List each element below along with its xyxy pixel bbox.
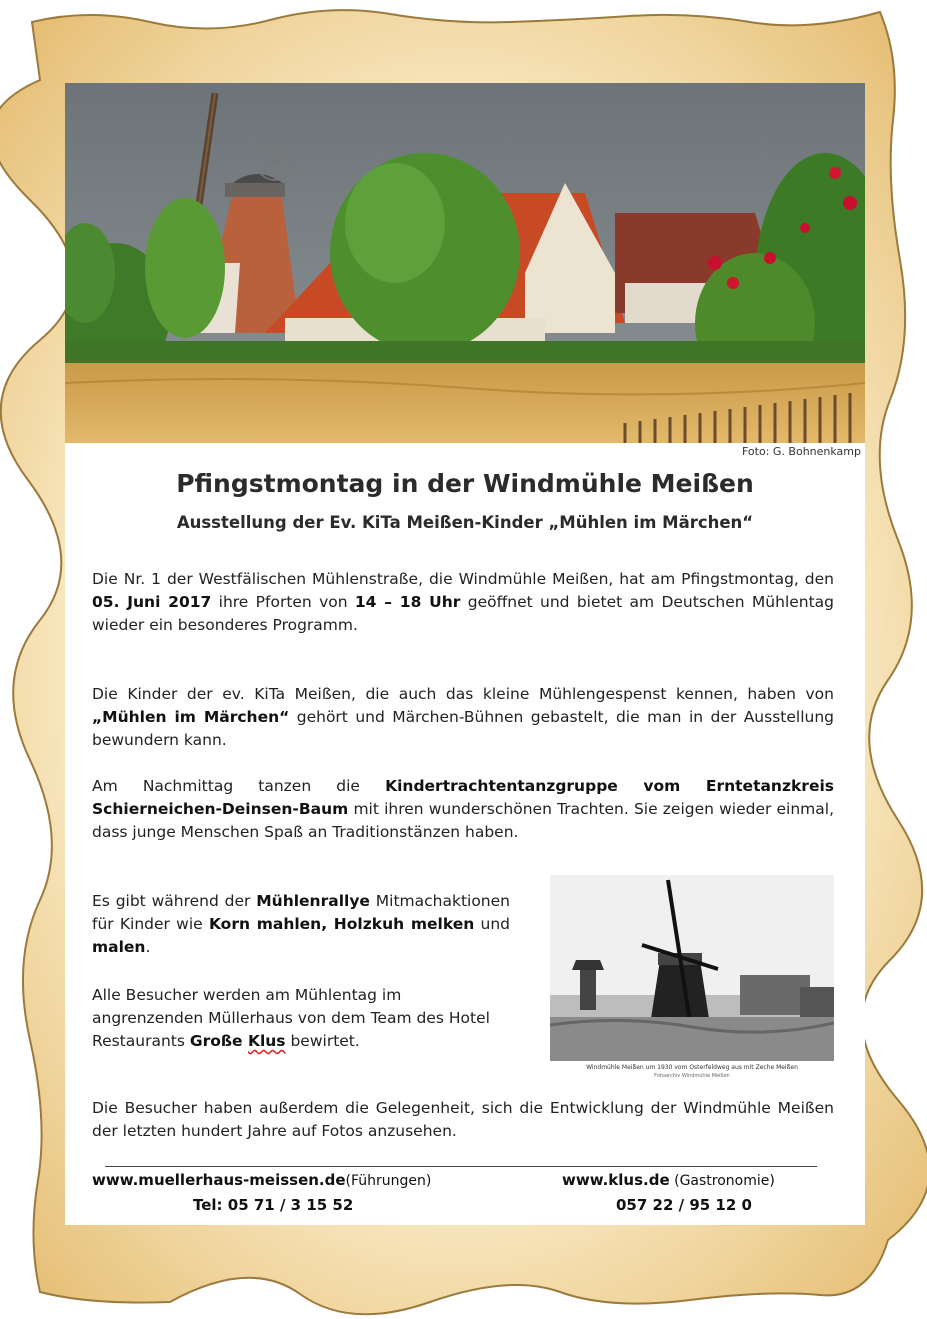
footer-left-link[interactable]: www.muellerhaus-meissen.de(Führungen) <box>92 1171 432 1189</box>
footer-left-phone: Tel: 05 71 / 3 15 52 <box>193 1196 354 1214</box>
flyer-sheet <box>65 83 865 1225</box>
page-subtitle: Ausstellung der Ev. KiTa Meißen-Kinder „Mühlen im Märchen“ <box>176 513 754 532</box>
footer-right-link[interactable]: www.klus.de (Gastronomie) <box>562 1171 775 1189</box>
paragraph-dance-group: Am Nachmittag tanzen die Kindertrachtentanzgruppe vom Erntetanzkreis Schierneichen-Deinsen-Baum mit ihren wunderschönen Trachten. Sie zeigen wieder einmal, dass junge Menschen Spaß an Traditionstänzen haben. <box>92 777 834 841</box>
paragraph-kita: Die Kinder der ev. KiTa Meißen, die auch das kleine Mühlengespenst kennen, haben von „Mühlen im Märchen“ gehört und Märchen-Bühnen gebastelt, die man in der Ausstellung bewundern kann. <box>92 685 834 749</box>
historic-photo-subcaption: Fotoarchiv Windmühle Meißen <box>654 1073 730 1079</box>
event-date: 05. Juni 2017 <box>92 593 212 611</box>
windmill-photo <box>65 83 865 443</box>
paragraph-catering: Alle Besucher werden am Mühlentag im angrenzenden Müllerhaus von dem Team des Hotel Restaurants Große Klus bewirtet. <box>92 986 490 1050</box>
photo-credit: Foto: G. Bohnenkamp <box>741 445 861 458</box>
historic-photo-caption: Windmühle Meißen um 1930 vom Osterfeldweg aus mit Zeche Meißen <box>586 1064 798 1071</box>
event-time: 14 – 18 Uhr <box>354 593 461 611</box>
footer-divider <box>105 1166 817 1167</box>
paragraph-rallye: Es gibt während der Mühlenrallye Mitmachaktionen für Kinder wie Korn mahlen, Holzkuh melken und malen. <box>92 892 510 956</box>
historic-windmill-photo <box>550 875 834 1061</box>
page-title: Pfingstmontag in der Windmühle Meißen <box>176 469 754 498</box>
footer-right-phone: 057 22 / 95 12 0 <box>616 1196 752 1214</box>
paragraph-opening-hours: Die Nr. 1 der Westfälischen Mühlenstraße, die Windmühle Meißen, hat am Pfingstmontag, den 05. Juni 2017 ihre Pforten von 14 – 18 Uhr geöffnet und bietet am Deutschen Mühlentag wieder ein besonderes Programm. <box>92 570 835 634</box>
paragraph-history: Die Besucher haben außerdem die Gelegenheit, sich die Entwicklung der Windmühle Meißen der letzten hundert Jahre auf Fotos anzusehen. <box>92 1099 834 1140</box>
